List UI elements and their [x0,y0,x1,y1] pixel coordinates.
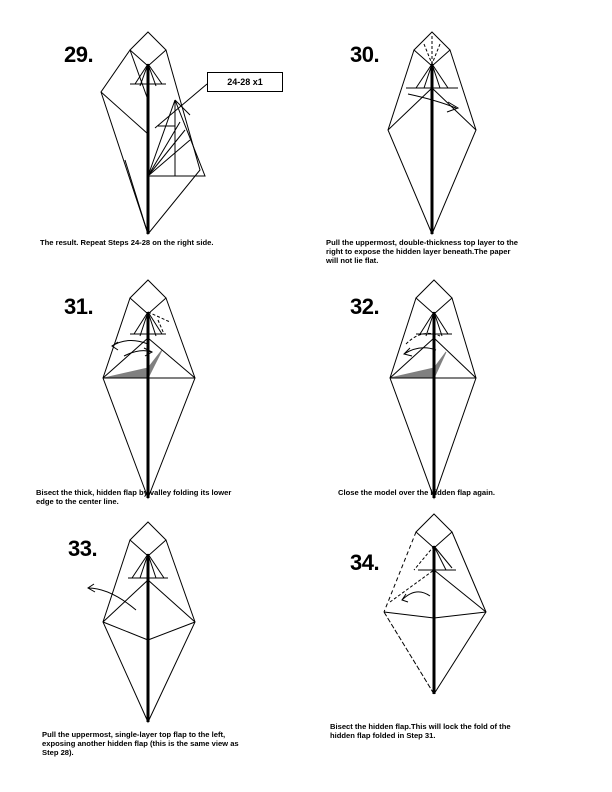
step-30 [306,0,612,264]
step-31 [0,264,306,528]
step-number: 29. [64,42,94,67]
repeat-instruction-box: 24-28 x1 [207,72,283,92]
step-29-diagram [0,0,306,264]
step-caption: Bisect the thick, hidden flap by valley folding its lower edge to the center line. [36,488,232,506]
step-number: 34. [350,550,380,575]
step-34 [306,528,612,792]
step-caption: The result. Repeat Steps 24-28 on the right side. [40,238,214,247]
step-caption: Pull the uppermost, double-thickness top layer to the right to expose the hidden layer beneath.The paper will not lie flat. [326,238,518,265]
shaded-flap [104,350,162,378]
step-number: 30. [350,42,380,67]
step-30-diagram [306,0,612,264]
step-number: 32. [350,294,380,319]
step-number: 33. [68,536,98,561]
step-32 [306,264,612,528]
step-29 [0,0,306,264]
step-caption: Close the model over the hidden flap again. [338,488,495,497]
shaded-flap [390,352,446,378]
step-caption: Bisect the hidden flap.This will lock the fold of the hidden flap folded in Step 31. [330,722,511,740]
step-caption: Pull the uppermost, single-layer top flap to the left, exposing another hidden flap (this is the same view as Step 28). [42,730,239,757]
step-33 [0,528,306,792]
step-number: 31. [64,294,94,319]
